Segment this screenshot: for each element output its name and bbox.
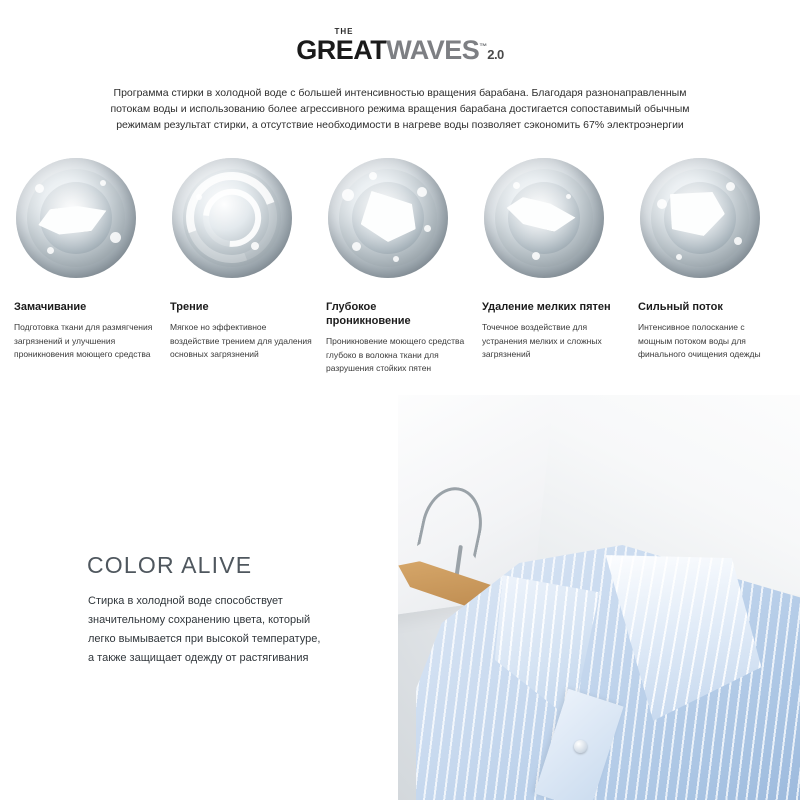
feature-title: Глубокое проникновение xyxy=(326,301,411,327)
washing-drum-deep-penetration-icon xyxy=(328,158,448,278)
washing-drum-stain-removal-icon xyxy=(484,158,604,278)
feature-text: Интенсивное полоскание с мощным потоком воды для финального очищения одежды xyxy=(638,322,761,359)
shirt-button xyxy=(574,740,587,753)
washing-drum-friction-icon xyxy=(172,158,292,278)
feature-title: Удаление мелких пятен xyxy=(482,301,611,313)
feature-item xyxy=(170,158,318,376)
brand-logo xyxy=(0,28,800,64)
washing-drum-soak-icon xyxy=(16,158,136,278)
feature-text: Мягкое но эффективное воздействие трением для удаления основных загрязнений xyxy=(170,322,312,359)
feature-title: Трение xyxy=(170,301,209,313)
feature-title: Замачивание xyxy=(14,301,87,313)
color-alive-title: COLOR ALIVE xyxy=(87,552,253,579)
logo-the-text: THE xyxy=(334,27,354,36)
color-alive-section xyxy=(0,395,800,800)
color-alive-text: Стирка в холодной воде способствует значительному сохранению цвета, который легко вымывается при высокой температуре, а также защищает одежду от растягивания xyxy=(88,595,321,664)
logo-great-text: GREAT xyxy=(296,35,387,65)
feature-list xyxy=(14,158,786,376)
logo-version-text: 2.0 xyxy=(487,47,504,62)
feature-text: Точечное воздействие для устранения мелких и сложных загрязнений xyxy=(482,322,602,359)
logo-wordmark xyxy=(296,37,504,64)
trademark-icon: ™ xyxy=(479,42,488,51)
feature-title: Сильный поток xyxy=(638,301,723,313)
feature-text: Подготовка ткани для размягчения загрязнений и улучшения проникновения моющего средства xyxy=(14,322,153,359)
feature-item xyxy=(14,158,162,376)
shirt-photo xyxy=(398,395,800,800)
intro-paragraph: Программа стирки в холодной воде с большей интенсивностью вращения барабана. Благодаря разнонаправленным потокам воды и использованию более агрессивного режима вращения барабана достигается сопоставимый обычным режимам результат стирки, а отсутствие необходимости в нагреве воды позволяет сэкономить 67% электроэнергии xyxy=(110,86,690,131)
feature-item xyxy=(638,158,786,376)
logo-waves-text: WAVES xyxy=(386,35,480,65)
washing-drum-strong-flow-icon xyxy=(640,158,760,278)
feature-text: Проникновение моющего средства глубоко в волокна ткани для разрушения стойких пятен xyxy=(326,336,465,373)
feature-item xyxy=(326,158,474,376)
feature-item xyxy=(482,158,630,376)
